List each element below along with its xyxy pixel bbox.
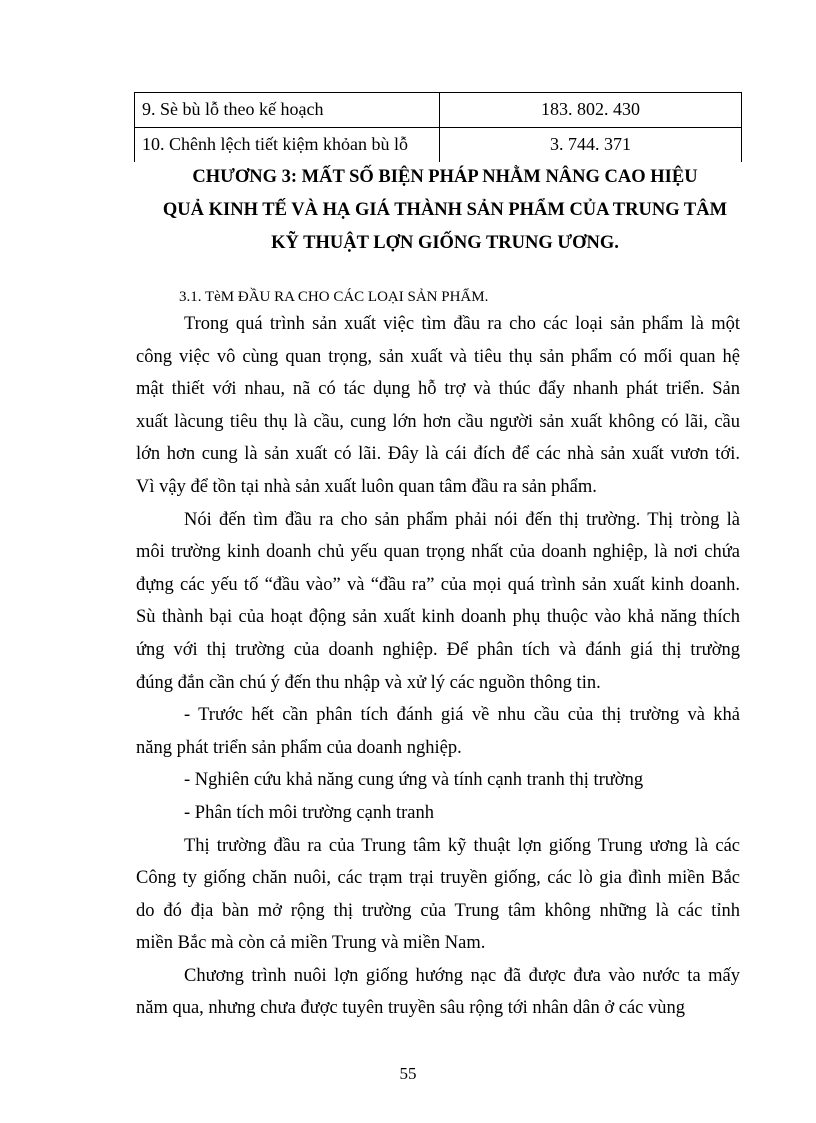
table-row [134, 93, 742, 128]
body-line: ứng với thị trường của doanh nghiệp. Để phân tích và đánh giá thị trường [136, 639, 740, 660]
body-line: do đó địa bàn mở rộng thị trường của Trung tâm không những là các tỉnh [136, 900, 740, 921]
section-title: 3.1. TèM ĐẦU RA CHO CÁC LOẠI SẢN PHẨM. [179, 289, 489, 305]
chapter-heading-line: QUẢ KINH TẾ VÀ HẠ GIÁ THÀNH SẢN PHẨM CỦA TRUNG TÂM [162, 200, 728, 220]
body-line: miền Bắc mà còn cả miền Trung và miền Nam. [136, 933, 486, 954]
body-line: công việc vô cùng quan trọng, sản xuất và tiêu thụ sản phẩm có mối quan hệ [136, 346, 740, 367]
table-cell-value: 183. 802. 430 [541, 99, 640, 119]
body-line: Nói đến tìm đầu ra cho sản phẩm phải nói đến thị trường. Thị tròng là [184, 509, 740, 530]
body-line: Thị trường đầu ra của Trung tâm kỹ thuật lợn giống Trung ương là các [184, 835, 740, 856]
body-line: - Phân tích môi trường cạnh tranh [184, 802, 434, 823]
body-line: Công ty giống chăn nuôi, các trạm trại truyền giống, các lò gia đình miền Bắc [136, 868, 740, 889]
table-cell-label: 10. Chênh lệch tiết kiệm khỏan bù lỗ [142, 134, 408, 154]
body-line: - Nghiên cứu khả năng cung ứng và tính cạnh tranh thị trường [184, 770, 644, 791]
body-line: môi trường kinh doanh chủ yếu quan trọng nhất của doanh nghiệp, là nơi chứa [136, 542, 740, 563]
body-text [136, 308, 740, 1025]
chapter-heading-line: KỸ THUẬT LỢN GIỐNG TRUNG ƯƠNG. [271, 233, 619, 253]
body-line: - Trước hết cần phân tích đánh giá về nhu cầu của thị trường và khả [184, 705, 740, 726]
chapter-heading [100, 161, 790, 260]
page-number: 55 [399, 1064, 417, 1083]
table-cell-label: 9. Sè bù lỗ theo kế hoạch [142, 99, 324, 119]
summary-table [134, 92, 742, 162]
body-line: Chương trình nuôi lợn giống hướng nạc đã được đưa vào nước ta mấy [184, 965, 740, 986]
body-line: năm qua, nhưng chưa được tuyên truyền sâu rộng tới nhân dân ở các vùng [136, 998, 686, 1019]
chapter-heading-line: CHƯƠNG 3: MẤT SỐ BIỆN PHÁP NHẰM NÂNG CAO HIỆU [192, 167, 698, 187]
body-line: đúng đắn cần chú ý đến thu nhập và xử lý các nguồn thông tin. [136, 672, 601, 693]
body-line: Trong quá trình sản xuất việc tìm đầu ra cho các loại sản phẩm là một [184, 314, 740, 334]
table-cell-value: 3. 744. 371 [550, 134, 631, 154]
body-line: Vì vậy để tồn tại nhà sản xuất luôn quan tâm đầu ra sản phẩm. [136, 476, 597, 497]
body-line: đựng các yếu tố “đầu vào” và “đầu ra” của mọi quá trình sản xuất kinh doanh. [136, 574, 740, 595]
body-line: lớn hơn cung là sản xuất có lãi. Đây là cái đích để các nhà sản xuất vươn tới. [136, 444, 740, 465]
body-line: mật thiết với nhau, nã có tác dụng hỗ trợ và thúc đẩy nhanh phát triển. Sản [136, 379, 740, 400]
body-line: xuất làcung tiêu thụ là cầu, cung lớn hơn cầu người sản xuất không có lãi, cầu [136, 411, 740, 432]
table-row [134, 128, 742, 162]
body-line: Sù thành bại của hoạt động sản xuất kinh doanh phụ thuộc vào khả năng thích [136, 607, 740, 628]
body-line: năng phát triển sản phẩm của doanh nghiệp. [136, 737, 462, 758]
